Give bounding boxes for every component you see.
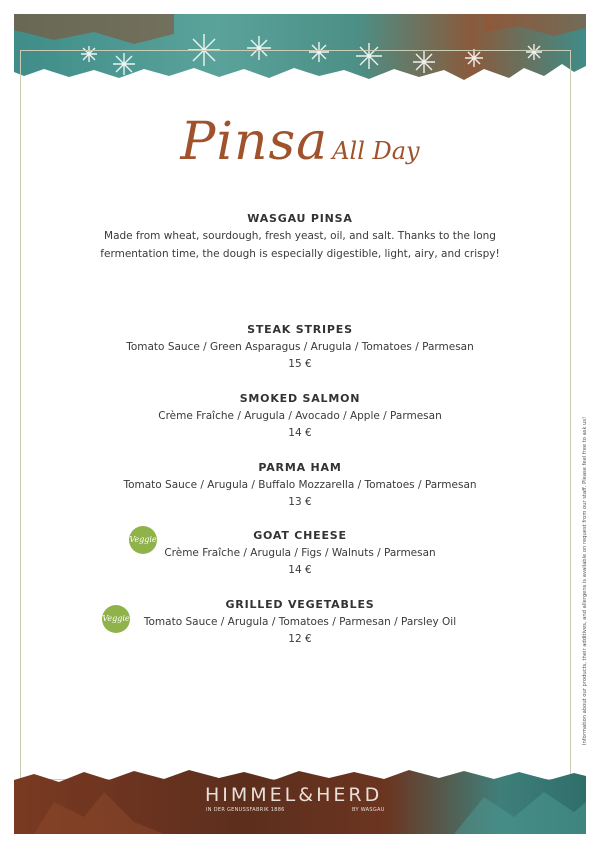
menu-item bbox=[60, 391, 540, 442]
menu-item bbox=[60, 597, 540, 648]
item-description: Tomato Sauce / Arugula / Tomatoes / Parmesan / Parsley Oil bbox=[143, 616, 457, 628]
item-name: GRILLED VEGETABLES bbox=[225, 598, 375, 611]
item-description: Tomato Sauce / Green Asparagus / Arugula / Tomatoes / Parmesan bbox=[126, 341, 474, 353]
item-name: SMOKED SALMON bbox=[239, 392, 361, 405]
item-price: 15 € bbox=[288, 358, 312, 370]
intro-heading: WASGAU PINSA bbox=[247, 212, 353, 225]
veggie-badge-icon: Veggie bbox=[102, 605, 130, 633]
item-description: Crème Fraîche / Arugula / Figs / Walnuts / Parmesan bbox=[164, 547, 436, 559]
brand-logo bbox=[0, 784, 600, 814]
brand-name: HIMMEL&HERD bbox=[205, 784, 383, 806]
brand-tagline: IN DER GENUSSFABRIK 1886 bbox=[206, 807, 285, 813]
title-main: Pinsa bbox=[180, 112, 329, 172]
intro-line-1: Made from wheat, sourdough, fresh yeast, oil, and salt. Thanks to the long bbox=[104, 230, 496, 242]
item-description: Tomato Sauce / Arugula / Buffalo Mozzarella / Tomatoes / Parmesan bbox=[123, 479, 477, 491]
title-sub: All Day bbox=[332, 137, 420, 165]
brand-by: BY WASGAU bbox=[352, 807, 385, 813]
menu-item bbox=[60, 460, 540, 511]
item-price: 14 € bbox=[288, 564, 312, 576]
item-price: 13 € bbox=[288, 496, 312, 508]
intro-line-2: fermentation time, the dough is especially digestible, light, airy, and crispy! bbox=[100, 248, 500, 260]
item-name: STEAK STRIPES bbox=[247, 323, 353, 336]
page-title bbox=[0, 112, 600, 172]
item-name: GOAT CHEESE bbox=[253, 529, 347, 542]
veggie-badge-icon: Veggie bbox=[129, 526, 157, 554]
allergen-side-note: Information about our products, their additives, and allergens is available on request from our staff. Please feel free to ask us! bbox=[582, 416, 588, 745]
intro-section bbox=[80, 211, 520, 263]
menu-item bbox=[60, 322, 540, 373]
item-description: Crème Fraîche / Arugula / Avocado / Apple / Parmesan bbox=[158, 410, 442, 422]
item-name: PARMA HAM bbox=[258, 461, 342, 474]
item-price: 12 € bbox=[288, 633, 312, 645]
item-price: 14 € bbox=[288, 427, 312, 439]
